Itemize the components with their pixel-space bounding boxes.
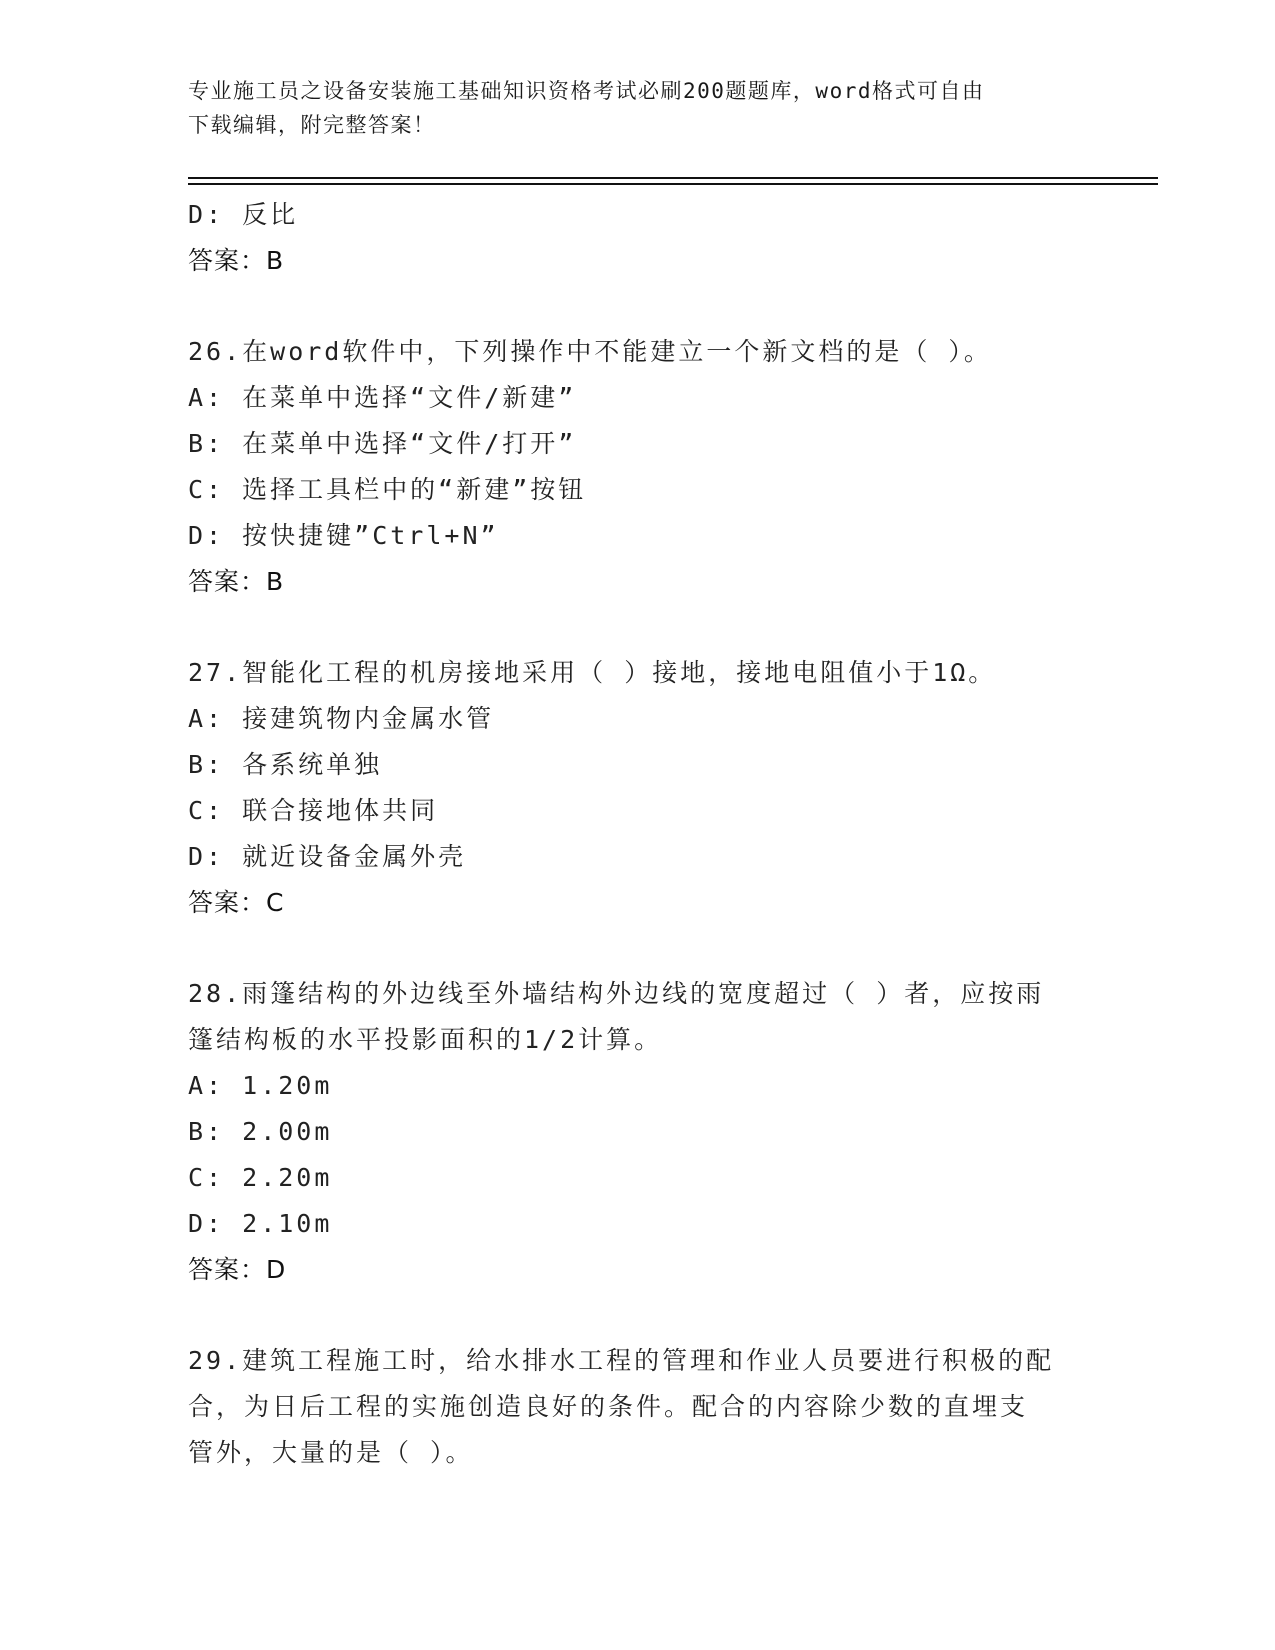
q28-answer: 答案：D [188,1255,287,1284]
q27-option-b: B: 各系统单独 [188,750,383,779]
q29-stem-line-2: 合，为日后工程的实施创造良好的条件。配合的内容除少数的直埋支 [188,1392,1029,1421]
q28-stem-line-2: 篷结构板的水平投影面积的1/2计算。 [188,1025,663,1054]
q25-option-d: D: 反比 [188,200,299,229]
header-title-line-2: 下载编辑，附完整答案！ [188,113,436,137]
q29-stem-line-1: 29.建筑工程施工时，给水排水工程的管理和作业人员要进行积极的配 [188,1346,1055,1375]
header-divider-bottom [188,183,1158,185]
q26-option-b: B: 在菜单中选择“文件/打开” [188,429,577,458]
document-header [188,74,1068,142]
q25-answer: 答案：B [188,246,285,275]
q26-stem: 26.在word软件中，下列操作中不能建立一个新文档的是（ ）。 [188,337,992,366]
question-27 [188,650,1088,926]
q27-option-a: A: 接建筑物内金属水管 [188,704,495,733]
q27-stem: 27.智能化工程的机房接地采用（ ）接地，接地电阻值小于1Ω。 [188,658,997,687]
q28-option-d: D: 2.10m [188,1209,333,1238]
q26-option-a: A: 在菜单中选择“文件/新建” [188,383,577,412]
q29-stem-line-3: 管外，大量的是（ ）。 [188,1438,474,1467]
header-divider-top [188,177,1158,179]
q27-answer: 答案：C [188,888,285,917]
question-list [188,192,1088,1476]
q28-option-a: A: 1.20m [188,1071,333,1100]
q26-option-c: C: 选择工具栏中的“新建”按钮 [188,475,587,504]
q26-option-d: D: 按快捷键”Ctrl+N” [188,521,499,550]
question-26 [188,329,1088,605]
q28-stem-line-1: 28.雨篷结构的外边线至外墙结构外边线的宽度超过（ ）者，应按雨 [188,979,1045,1008]
question-28 [188,971,1088,1293]
q27-option-c: C: 联合接地体共同 [188,796,439,825]
question-29 [188,1338,1088,1476]
q27-option-d: D: 就近设备金属外壳 [188,842,467,871]
q28-option-c: C: 2.20m [188,1163,333,1192]
q28-option-b: B: 2.00m [188,1117,333,1146]
header-title-line-1: 专业施工员之设备安装施工基础知识资格考试必刷200题题库，word格式可自由 [188,79,985,103]
q26-answer: 答案：B [188,567,285,596]
